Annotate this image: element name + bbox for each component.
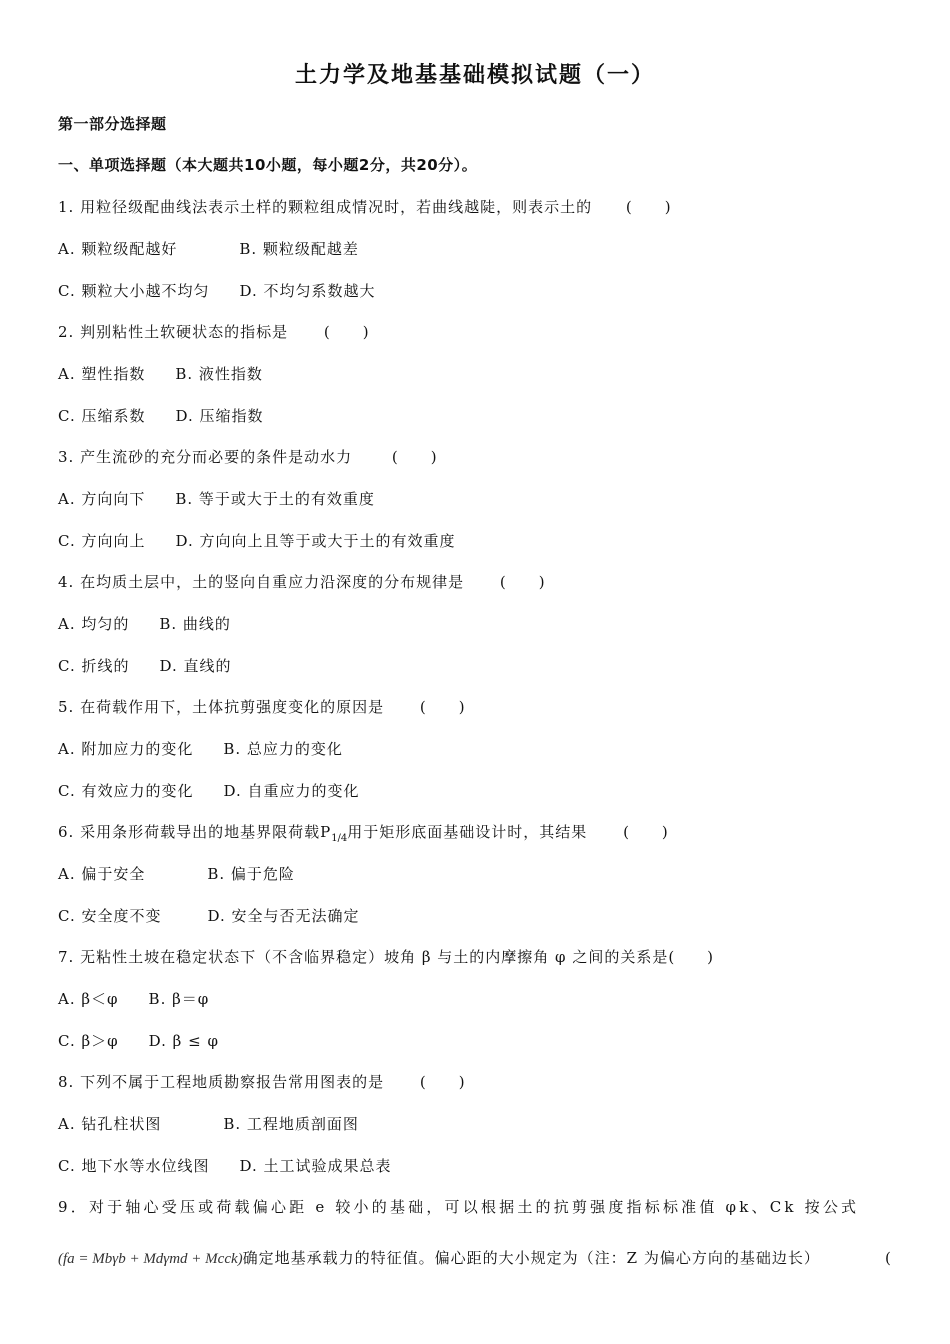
question-stem: 8. 下列不属于工程地质勘察报告常用图表的是 (58, 1073, 385, 1091)
options-row (58, 781, 360, 801)
option-a: A. 钻孔柱状图 (58, 1115, 162, 1133)
question-6 (58, 822, 669, 849)
option-c: C. 折线的 (58, 657, 130, 675)
question-stem: 3. 产生流砂的充分而必要的条件是动水力 (58, 448, 353, 466)
options-row (58, 739, 343, 759)
options-row (58, 656, 232, 676)
answer-blank: ( ) (499, 573, 546, 591)
question-3 (58, 447, 438, 467)
question-stem: 1. 用粒径级配曲线法表示土样的颗粒组成情况时，若曲线越陡，则表示土的 (58, 198, 593, 216)
option-a: A. 塑性指数 (58, 365, 146, 383)
options-row (58, 1114, 359, 1134)
option-b: B. 总应力的变化 (223, 740, 343, 758)
option-d: D. 自重应力的变化 (223, 782, 360, 800)
question-1 (58, 197, 672, 217)
option-c: C. β＞φ (58, 1032, 119, 1050)
option-a: A. 方向向下 (58, 490, 146, 508)
question-stem: 7. 无粘性土坡在稳定状态下（不含临界稳定）坡角 β 与土的内摩擦角 φ 之间的关系是( ) (58, 948, 715, 966)
question-stem: 2. 判别粘性土软硬状态的指标是 (58, 323, 289, 341)
option-b: B. 工程地质剖面图 (223, 1115, 359, 1133)
options-row (58, 489, 375, 509)
option-c: C. 压缩系数 (58, 407, 146, 425)
option-a: A. 附加应力的变化 (58, 740, 194, 758)
option-a: A. β＜φ (58, 990, 119, 1008)
question-5 (58, 697, 466, 717)
question-stem: 9．对于轴心受压或荷载偏心距 e 较小的基础，可以根据土的抗剪强度指标标准值 φk、Ck 按公式 (58, 1198, 860, 1216)
question-9 (58, 1197, 859, 1217)
options-row (58, 989, 209, 1009)
question-stem: 5. 在荷载作用下，土体抗剪强度变化的原因是 (58, 698, 385, 716)
question-stem: 4. 在均质土层中，土的竖向自重应力沿深度的分布规律是 (58, 573, 465, 591)
answer-blank: ( ) (625, 198, 672, 216)
option-b: B. 等于或大于土的有效重度 (175, 490, 375, 508)
option-d: D. 土工试验成果总表 (239, 1157, 392, 1175)
option-b: B. β＝φ (148, 990, 210, 1008)
option-d: D. 不均匀系数越大 (239, 282, 376, 300)
option-d: D. β ≤ φ (148, 1032, 219, 1050)
options-row (58, 1031, 219, 1051)
bearing-capacity-formula: (fa = Mbγb + Mdγmd + Mcck) (58, 1251, 243, 1267)
question-stem-cont: 确定地基承载力的特征值。偏心距的大小规定为（注：Z 为偏心方向的基础边长） (242, 1249, 820, 1267)
option-a: A. 颗粒级配越好 (58, 240, 178, 258)
options-row (58, 281, 376, 301)
question-8 (58, 1072, 466, 1092)
answer-blank: ( ) (323, 323, 370, 341)
answer-blank: ( ) (391, 448, 438, 466)
answer-blank: ( ) (419, 1073, 466, 1091)
option-c: C. 有效应力的变化 (58, 782, 194, 800)
section-heading: 一、单项选择题（本大题共10小题，每小题2分，共20分）。 (58, 156, 478, 174)
options-row (58, 864, 295, 884)
options-row (58, 906, 360, 926)
option-b: B. 曲线的 (159, 615, 231, 633)
options-row (58, 364, 263, 384)
question-2 (58, 322, 370, 342)
option-d: D. 方向向上且等于或大于土的有效重度 (175, 532, 456, 550)
option-b: B. 液性指数 (175, 365, 263, 383)
question-stem: 6. 采用条形荷载导出的地基界限荷载$P_{1/4}$用于矩形底面基础设计时，其结果 (58, 823, 588, 844)
option-a: A. 偏于安全 (58, 865, 146, 883)
option-a: A. 均匀的 (58, 615, 130, 633)
option-d: D. 压缩指数 (175, 407, 264, 425)
option-c: C. 安全度不变 (58, 907, 162, 925)
option-b: B. 偏于危险 (207, 865, 295, 883)
question-9-continuation (58, 1248, 820, 1269)
options-row (58, 239, 359, 259)
option-b: B. 颗粒级配越差 (239, 240, 359, 258)
option-d: D. 安全与否无法确定 (207, 907, 360, 925)
document-title: 土力学及地基基础模拟试题（一） (294, 63, 655, 88)
option-c: C. 方向向上 (58, 532, 146, 550)
options-row (58, 614, 231, 634)
options-row (58, 531, 456, 551)
part-heading: 第一部分选择题 (58, 115, 167, 133)
question-7 (58, 947, 714, 967)
answer-blank-open: ( (885, 1249, 892, 1267)
option-c: C. 颗粒大小越不均匀 (58, 282, 210, 300)
option-c: C. 地下水等水位线图 (58, 1157, 210, 1175)
options-row (58, 406, 264, 426)
answer-blank: ( ) (623, 823, 669, 841)
answer-blank: ( ) (419, 698, 466, 716)
option-d: D. 直线的 (159, 657, 232, 675)
question-4 (58, 572, 546, 592)
options-row (58, 1156, 392, 1176)
